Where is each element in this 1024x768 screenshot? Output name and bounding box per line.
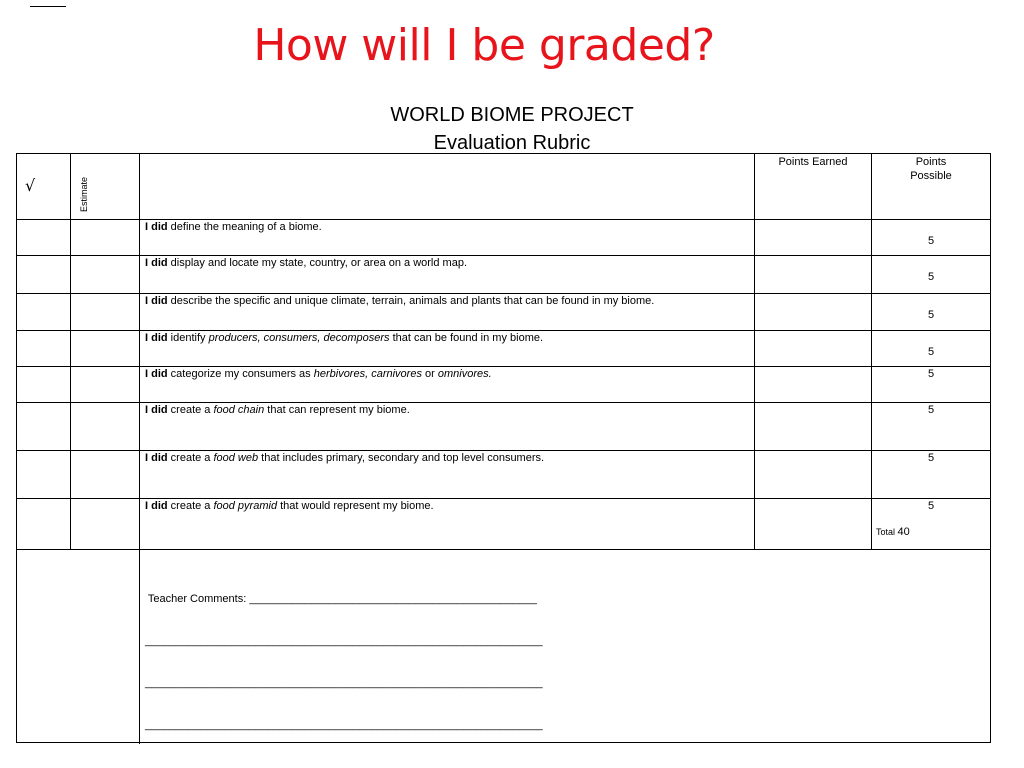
criterion-text: I did categorize my consumers as herbivores, carnivores or omnivores. xyxy=(145,368,492,380)
criterion-lead: I did xyxy=(145,221,168,233)
estimate-header: Estimate xyxy=(79,176,89,212)
criterion-text: I did define the meaning of a biome. xyxy=(145,221,322,233)
criterion-text: I did create a food pyramid that would represent my biome. xyxy=(145,500,434,512)
criterion-emphasis: food web xyxy=(213,452,259,464)
criterion-text: I did describe the specific and unique climate, terrain, animals and plants that can be found in my biome. xyxy=(145,295,655,307)
total-label: Total xyxy=(876,527,896,537)
criterion-text: I did identify producers, consumers, decomposers that can be found in my biome. xyxy=(145,332,544,344)
row-divider xyxy=(17,293,990,294)
criterion-emphasis: omnivores. xyxy=(437,368,492,380)
points-possible-value: 5 xyxy=(927,309,935,321)
criterion-lead: I did xyxy=(145,500,168,512)
document-heading: WORLD BIOME PROJECT xyxy=(390,104,634,126)
row-divider xyxy=(17,330,990,331)
points-possible-value: 5 xyxy=(927,500,935,512)
criterion-text: I did create a food web that includes primary, secondary and top level consumers. xyxy=(145,452,545,464)
row-divider xyxy=(17,402,990,403)
rubric-table xyxy=(16,153,991,743)
criterion-emphasis: producers, consumers, decomposers xyxy=(208,332,390,344)
row-divider xyxy=(17,255,990,256)
row-divider xyxy=(17,366,990,367)
criterion-lead: I did xyxy=(145,295,168,307)
points-possible-value: 5 xyxy=(927,404,935,416)
total-points xyxy=(876,526,910,539)
comments-line: _________________________________________________________________ xyxy=(145,719,543,731)
points-possible-value: 5 xyxy=(927,368,935,380)
criterion-emphasis: food chain xyxy=(213,404,265,416)
comments-line: _________________________________________________________________ xyxy=(145,677,543,689)
row-divider xyxy=(17,450,990,451)
column-divider xyxy=(754,154,755,550)
criterion-lead: I did xyxy=(145,257,168,269)
teacher-comments-line xyxy=(145,592,543,606)
row-divider xyxy=(17,219,990,220)
points-earned-header: Points Earned xyxy=(778,156,848,168)
column-divider xyxy=(70,154,71,550)
column-divider xyxy=(139,154,140,744)
criterion-emphasis: food pyramid xyxy=(213,500,278,512)
criterion-lead: I did xyxy=(145,332,168,344)
teacher-comments xyxy=(145,564,543,760)
comments-underline: _______________________________________________ xyxy=(249,593,537,605)
points-possible-value: 5 xyxy=(927,452,935,464)
document-subheading: Evaluation Rubric xyxy=(433,132,591,154)
row-divider xyxy=(17,549,990,550)
points-possible-value: 5 xyxy=(927,346,935,358)
top-left-rule xyxy=(30,6,66,7)
criterion-lead: I did xyxy=(145,368,168,380)
points-possible-value: 5 xyxy=(927,235,935,247)
points-possible-header-line1: Points xyxy=(915,156,947,168)
total-value: 40 xyxy=(897,526,910,538)
teacher-comments-label: Teacher Comments: xyxy=(147,593,247,605)
criterion-lead: I did xyxy=(145,452,168,464)
criterion-emphasis: herbivores, carnivores xyxy=(313,368,422,380)
check-mark-header: √ xyxy=(25,176,36,195)
row-divider xyxy=(17,498,990,499)
criterion-lead: I did xyxy=(145,404,168,416)
points-possible-header-line2: Possible xyxy=(910,170,952,182)
points-possible-value: 5 xyxy=(927,271,935,283)
comments-line: _________________________________________________________________ xyxy=(145,635,543,647)
criterion-text: I did display and locate my state, country, or area on a world map. xyxy=(145,257,467,269)
slide-title: How will I be graded? xyxy=(253,20,715,71)
criterion-text: I did create a food chain that can represent my biome. xyxy=(145,404,410,416)
